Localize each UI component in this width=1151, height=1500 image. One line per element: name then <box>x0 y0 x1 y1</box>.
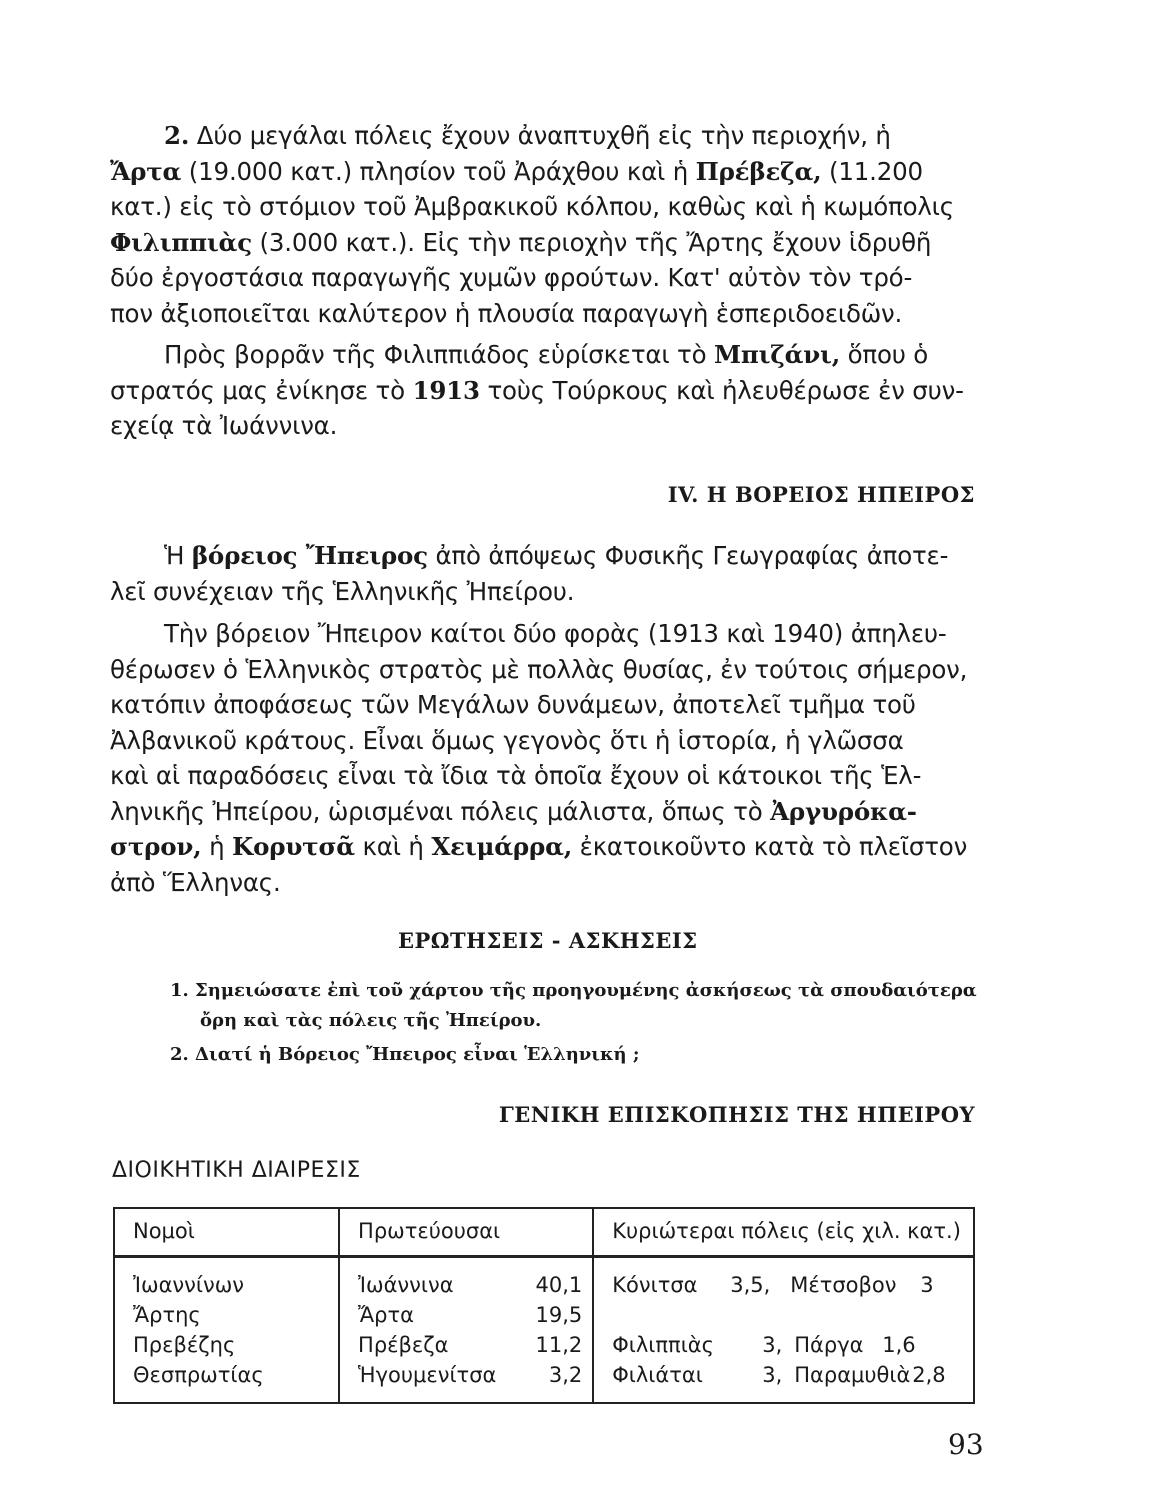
text-line: στρατός μας ἐνίκησε τὸ 1913 τοὺς Τούρκους καὶ ἠλευθέρωσε ἐν συν- <box>110 375 964 405</box>
paragraph-northern-epirus-history <box>110 616 975 900</box>
text-line: Ἄρτα (19.000 κατ.) πλησίον τοῦ Ἀράχθου καὶ ἡ Πρέβεζα, (11.200 <box>110 156 923 186</box>
section-heading: IV. Η ΒΟΡΕΙΟΣ ΗΠΕΙΡΟΣ <box>667 482 975 507</box>
exercise-1-line-1: 1. Σημειώσατε ἐπὶ τοῦ χάρτου τῆς προηγουμένης ἀσκήσεως τὰ σπουδαιότερα <box>170 980 977 1001</box>
text-line: Τὴν βόρειον Ἤπειρον καίτοι δύο φορὰς (1913 καὶ 1940) ἀπηλευ- <box>164 619 947 648</box>
capital-entry: Πρέβεζα 11,2 <box>358 1333 583 1357</box>
capital-entry: Ἄρτα 19,5 <box>358 1303 583 1327</box>
paragraph-arta-preveza <box>110 118 975 331</box>
text-line: στρον, ἡ Κορυτσᾶ καὶ ἡ Χειμάρρα, ἐκατοικοῦντο κατὰ τὸ πλεῖστον <box>110 832 968 861</box>
towns-entry: Κόνιτσα 3,5, Μέτσοβον 3 <box>612 1273 934 1297</box>
towns-entry-empty <box>612 1300 963 1330</box>
header-towns: Κυριώτεραι πόλεις (εἰς χιλ. κατ.) <box>593 1208 974 1257</box>
text-line: Ἡ βόρειος Ἤπειρος ἀπὸ ἀπόψεως Φυσικῆς Γεωγραφίας ἀποτε- <box>164 541 949 570</box>
nomos-name: Θεσπρωτίας <box>133 1363 264 1387</box>
text-line: δύο ἐργοστάσια παραγωγῆς χυμῶν φρούτων. Κατ' αὐτὸν τὸν τρό- <box>110 263 913 292</box>
text-line: ληνικῆς Ἠπείρου, ὡρισμέναι πόλεις μάλιστα, ὅπως τὸ Ἀργυρόκα- <box>110 796 917 826</box>
text-line: ἀπὸ Ἕλληνας. <box>110 867 281 897</box>
admin-division-table <box>113 1207 975 1404</box>
header-capitals: Πρωτεύουσαι <box>339 1208 593 1257</box>
text-line: καὶ αἱ παραδόσεις εἶναι τὰ ἴδια τὰ ὁποῖα ἔχουν οἱ κάτοικοι τῆς Ἑλ- <box>110 761 922 790</box>
paragraph-northern-epirus-intro <box>110 538 975 609</box>
exercises-heading: ΕΡΩΤΗΣΕΙΣ - ΑΣΚΗΣΕΙΣ <box>398 928 698 953</box>
capitals-cell <box>339 1257 593 1404</box>
text-line: Πρὸς βορρᾶν τῆς Φιλιππιάδος εὑρίσκεται τὸ Μπιζάνι, ὅπου ὁ <box>164 340 929 369</box>
admin-division-heading: ΔΙΟΙΚΗΤΙΚΗ ΔΙΑΙΡΕΣΙΣ <box>112 1158 361 1183</box>
towns-entry: Φιλιππιὰς 3, Πάργα 1,6 <box>612 1333 916 1357</box>
nomos-name: Ἄρτης <box>133 1303 201 1327</box>
towns-cell <box>593 1257 974 1404</box>
nomos-name: Ἰωαννίνων <box>133 1273 245 1297</box>
text-line: Φιλιππιὰς (3.000 κατ.). Εἰς τὴν περιοχὴν τῆς Ἄρτης ἔχουν ἱδρυθῆ <box>110 227 932 257</box>
text-line: 2. Δύο μεγάλαι πόλεις ἔχουν ἀναπτυχθῆ εἰς τὴν περιοχήν, ἡ <box>164 121 891 150</box>
text-line: πον ἀξιοποιεῖται καλύτερον ἡ πλουσία παραγωγὴ ἑσπεριδοειδῶν. <box>110 298 903 328</box>
text-line: κατ.) εἰς τὸ στόμιον τοῦ Ἀμβρακικοῦ κόλπου, καθὼς καὶ ἡ κωμόπολις <box>110 192 954 221</box>
paragraph-bizani <box>110 337 975 444</box>
towns-entry: Φιλιάται 3, Παραμυθιὰ 2,8 <box>612 1363 946 1387</box>
capital-entry: Ἡγουμενίτσα 3,2 <box>358 1363 583 1387</box>
exercise-1-line-2: ὄρη καὶ τὰς πόλεις τῆς Ἠπείρου. <box>200 1010 542 1031</box>
exercise-2: 2. Διατί ἡ Βόρειος Ἤπειρος εἶναι Ἑλληνική ; <box>170 1044 640 1065</box>
header-nomoi: Νομοὶ <box>114 1208 339 1257</box>
text-line: κατόπιν ἀποφάσεως τῶν Μεγάλων δυνάμεων, ἀποτελεῖ τμῆμα τοῦ <box>110 690 916 719</box>
text-line: λεῖ συνέχειαν τῆς Ἑλληνικῆς Ἠπείρου. <box>110 576 575 606</box>
page-number: 93 <box>948 1428 984 1461</box>
text-line: Ἀλβανικοῦ κράτους. Εἶναι ὅμως γεγονὸς ὅτι ἡ ἱστορία, ἡ γλῶσσα <box>110 725 904 755</box>
text-line: θέρωσεν ὁ Ἑλληνικὸς στρατὸς μὲ πολλὰς θυσίας, ἐν τούτοις σήμερον, <box>110 654 968 684</box>
exercise-1 <box>170 976 980 1036</box>
survey-heading: ΓΕΝΙΚΗ ΕΠΙΣΚΟΠΗΣΙΣ ΤΗΣ ΗΠΕΙΡΟΥ <box>498 1102 975 1127</box>
nomos-name: Πρεβέζης <box>133 1333 236 1357</box>
table-row <box>114 1257 974 1404</box>
capital-entry: Ἰωάννινα 40,1 <box>358 1273 583 1297</box>
text-line: εχείᾳ τὰ Ἰωάννινα. <box>110 411 338 440</box>
table-header-row <box>114 1208 974 1257</box>
nomoi-cell <box>114 1257 339 1404</box>
